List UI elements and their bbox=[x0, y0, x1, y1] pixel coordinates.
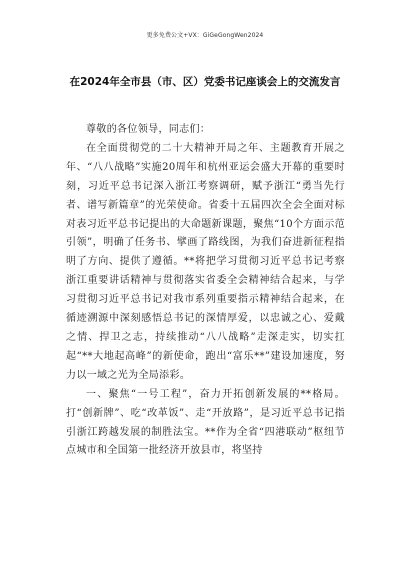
paragraph-section-one: 一、聚焦“一号工程”，奋力开拓创新发展的**格局。打“创新牌”、吃“改革饭”、走“开放路”，是习近平总书记指引浙江跨越发展的制胜法宝。**作为全省“四港联动”枢纽节点城市和全国第一批经济开放县市，将坚持 bbox=[66, 388, 345, 457]
header-note: 更多免费公文+VX：GiGeGongWen2024 bbox=[146, 32, 264, 39]
salutation: 尊敬的各位领导，同志们： bbox=[86, 124, 211, 135]
paragraph-intro: 在全面贯彻党的二十大精神开局之年、主题教育开展之年、“八八战略”实施20周年和杭州亚运会盛大开幕的重要时刻，习近平总书记深入浙江考察调研，赋予浙江“勇当先行者、谱写新篇章”的光荣使命。省委十五届四次全会全面对标对表习近平总书记提出的大命题新课题，聚焦“10个方面示范引领”，明确了任务书、擘画了路线图，为我们奋进新征程指明了方向、提供了遵循。**将把学习贯彻习近平总书记考察浙江重要讲话精神与贯彻落实省委全会精神结合起来，与学习贯彻习近平总书记对我市系列重要指示精神结合起来，在循迹溯源中深刻感悟总书记的深情厚爱，以忠诚之心、爱戴之情、捍卫之志，持续推动“八八战略”走深走实，切实扛起“**大地起高峰”的新使命，跑出“富乐**”建设加速度，努力以一域之光为全局添彩。 bbox=[66, 142, 345, 381]
document-title: 在2024年全市县（市、区）党委书记座谈会上的交流发言 bbox=[69, 76, 341, 88]
document-body bbox=[66, 121, 345, 461]
